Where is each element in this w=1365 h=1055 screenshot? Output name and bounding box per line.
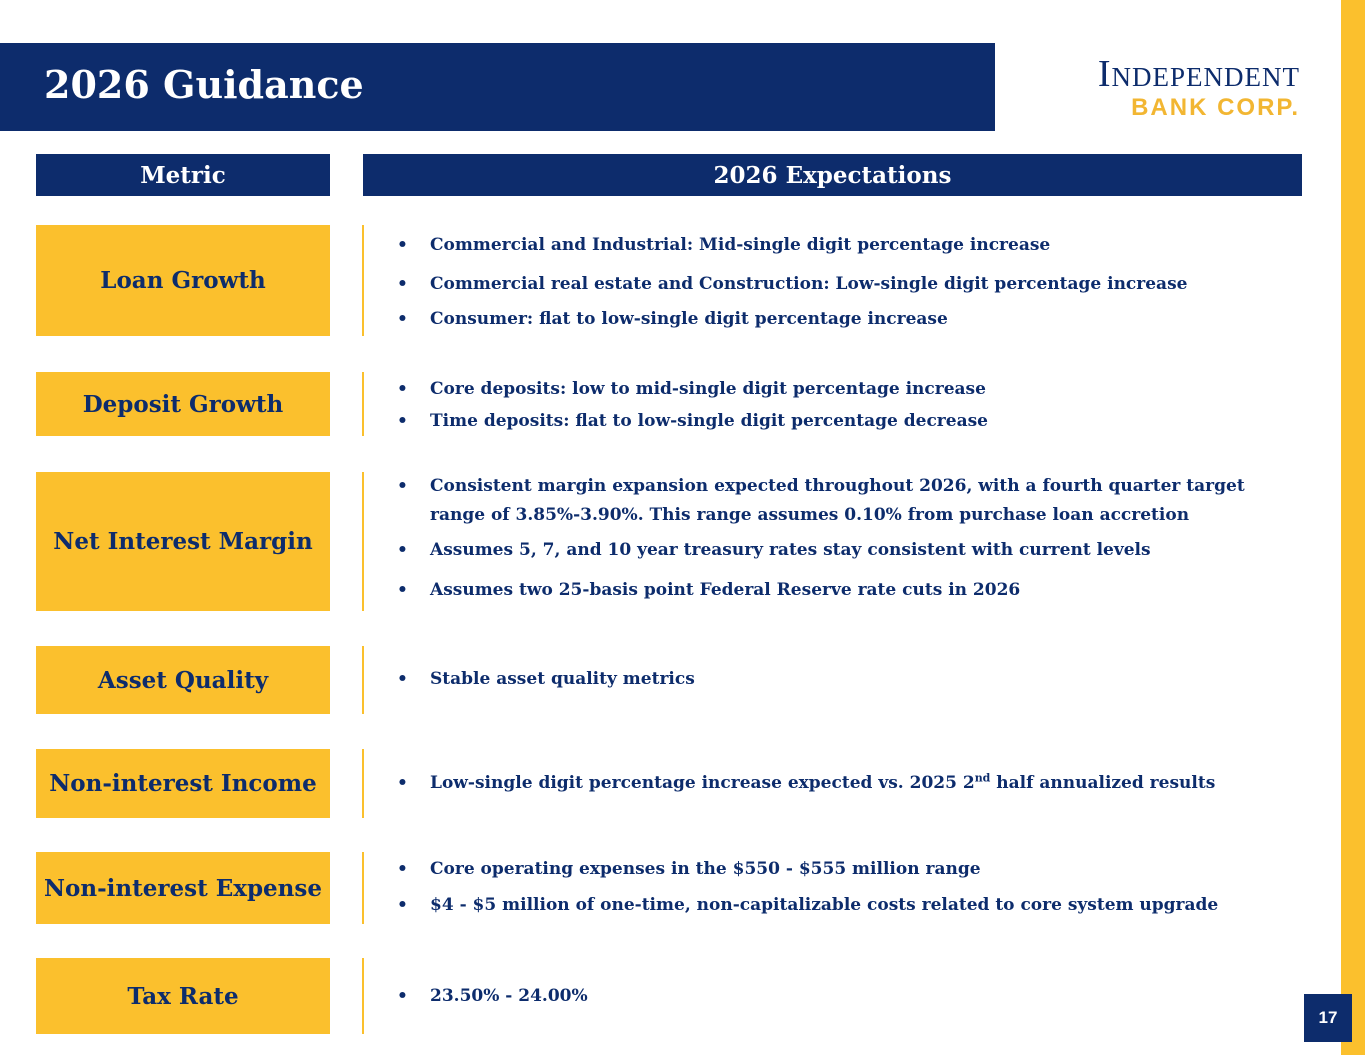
- bullet-item: • Commercial real estate and Construction: Low-single digit percentage increase: [395, 270, 1305, 299]
- row-divider: [362, 646, 364, 714]
- logo-line-2: BANK CORP.: [1131, 94, 1300, 121]
- bullet-item: • Assumes two 25-basis point Federal Reserve rate cuts in 2026: [395, 576, 1305, 605]
- bullets-asset-quality: [395, 665, 1305, 706]
- column-header-expectations: 2026 Expectations: [363, 154, 1302, 196]
- bullet-item: • $4 - $5 million of one-time, non-capitalizable costs related to core system upgrade: [395, 891, 1305, 920]
- metric-non-interest-expense: Non-interest Expense: [36, 852, 330, 924]
- logo-line-1: Independent: [1097, 53, 1300, 95]
- bullet-item: [395, 769, 1305, 798]
- bullet-item: • Assumes 5, 7, and 10 year treasury rates stay consistent with current levels: [395, 536, 1305, 565]
- metric-deposit-growth: Deposit Growth: [36, 372, 330, 436]
- page-number: 17: [1304, 994, 1352, 1042]
- metric-tax-rate: Tax Rate: [36, 958, 330, 1034]
- bullet-item: • Time deposits: flat to low-single digit percentage decrease: [395, 407, 1305, 436]
- bullets-deposit-growth: [395, 375, 1305, 448]
- metric-loan-growth: Loan Growth: [36, 225, 330, 336]
- row-divider: [362, 749, 364, 818]
- bullet-item: • Stable asset quality metrics: [395, 665, 1305, 694]
- company-logo: [1020, 54, 1300, 126]
- bullet-item: • Commercial and Industrial: Mid-single digit percentage increase: [395, 231, 1305, 260]
- bullet-item: • 23.50% - 24.00%: [395, 982, 1305, 1011]
- metric-non-interest-income: Non-interest Income: [36, 749, 330, 818]
- row-divider: [362, 472, 364, 611]
- column-header-metric: Metric: [36, 154, 330, 196]
- bullet-item: • Consumer: flat to low-single digit percentage increase: [395, 305, 1305, 334]
- bullets-non-interest-income: [395, 769, 1305, 810]
- bullet-item: • Consistent margin expansion expected throughout 2026, with a fourth quarter target range of 3.85%-3.90%. This range assumes 0.10% from purchase loan accretion: [395, 472, 1305, 530]
- metric-asset-quality: Asset Quality: [36, 646, 330, 714]
- bullet-item: • Core deposits: low to mid-single digit percentage increase: [395, 375, 1305, 404]
- bullets-loan-growth: [395, 231, 1305, 339]
- row-divider: [362, 372, 364, 436]
- bullets-non-interest-expense: [395, 855, 1305, 932]
- row-divider: [362, 852, 364, 924]
- bullet-text-pre: Low-single digit percentage increase expected vs. 2025 2: [430, 773, 975, 793]
- metric-net-interest-margin: Net Interest Margin: [36, 472, 330, 611]
- row-divider: [362, 225, 364, 336]
- bullet-item: • Core operating expenses in the $550 - $555 million range: [395, 855, 1305, 884]
- right-accent-stripe: [1341, 0, 1365, 1055]
- row-divider: [362, 958, 364, 1034]
- ordinal-suffix: nd: [974, 771, 991, 785]
- bullets-tax-rate: [395, 982, 1305, 1023]
- bullet-text-post: half annualized results: [990, 773, 1216, 793]
- bullets-net-interest-margin: [395, 472, 1305, 617]
- page-title: 2026 Guidance: [44, 62, 364, 107]
